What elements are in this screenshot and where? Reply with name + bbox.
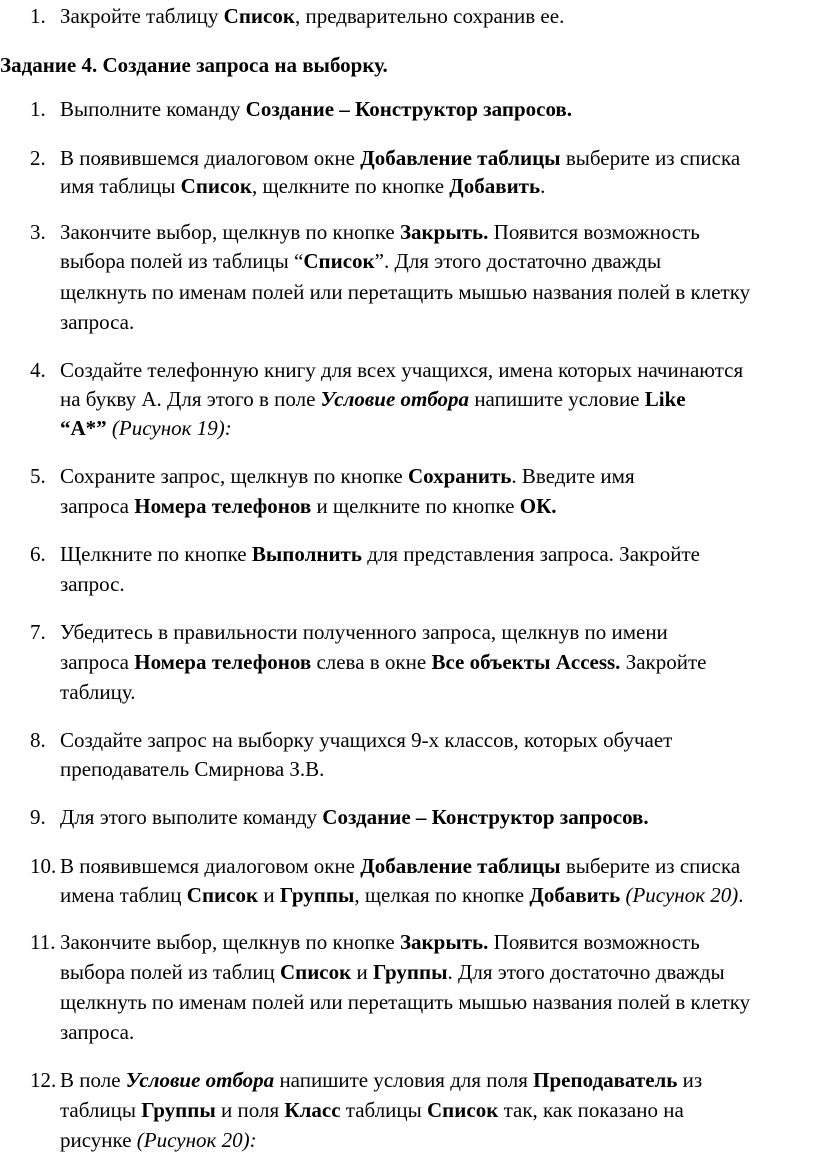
list-number: 2. (30, 146, 46, 170)
list-item-text: имена таблиц Список и Группы, щелкая по кнопке Добавить (Рисунок 20). (60, 883, 744, 907)
list-item-text: запроса. (60, 1020, 135, 1044)
list-item-text: запрос. (60, 572, 125, 596)
list-item-text: таблицу. (60, 680, 136, 704)
list-item-text: “А*” (Рисунок 19): (60, 416, 232, 440)
list-item-text: запроса Номера телефонов слева в окне Все объекты Access. Закройте (60, 650, 707, 674)
list-item-text: запроса. (60, 310, 135, 334)
list-item-text: Выполните команду Создание – Конструктор запросов. (60, 97, 573, 121)
list-item-text: имя таблицы Список, щелкните по кнопке Добавить. (60, 174, 546, 198)
list-item-text: щелкнуть по именам полей или перетащить мышью названия полей в клетку (60, 280, 751, 304)
list-number: 8. (30, 728, 46, 752)
list-item-text: преподаватель Смирнова З.В. (60, 757, 325, 781)
list-number: 9. (30, 805, 46, 829)
list-item-text: В поле Условие отбора напишите условия для поля Преподаватель из (60, 1068, 703, 1092)
section-heading: Задание 4. Создание запроса на выборку. (0, 53, 388, 77)
list-item-text: В появившемся диалоговом окне Добавление таблицы выберите из списка (60, 146, 741, 170)
list-number: 10. (30, 854, 57, 878)
list-item-text: запроса Номера телефонов и щелкните по кнопке ОК. (60, 494, 557, 518)
list-number: 7. (30, 620, 46, 644)
list-number: 11. (30, 930, 56, 954)
list-item-text: таблицы Группы и поля Класс таблицы Список так, как показано на (60, 1098, 684, 1122)
list-item-text: Щелкните по кнопке Выполнить для представления запроса. Закройте (60, 542, 700, 566)
list-item-text: щелкнуть по именам полей или перетащить мышью названия полей в клетку (60, 990, 751, 1014)
list-item-text: выбора полей из таблиц Список и Группы. Для этого достаточно дважды (60, 960, 725, 984)
list-number: 4. (30, 358, 46, 382)
list-item-text: Для этого выполите команду Создание – Конструктор запросов. (60, 805, 649, 829)
list-item-text: выбора полей из таблицы “Список”. Для этого достаточно дважды (60, 249, 662, 273)
list-item-text: Создайте телефонную книгу для всех учащихся, имена которых начинаются (60, 358, 744, 382)
list-number: 5. (30, 464, 46, 488)
list-number: 12. (30, 1068, 57, 1092)
list-item-text: на букву А. Для этого в поле Условие отбора напишите условие Like (60, 387, 686, 411)
list-item-text: Закончите выбор, щелкнув по кнопке Закрыть. Появится возможность (60, 220, 700, 244)
list-item-text: В появившемся диалоговом окне Добавление таблицы выберите из списка (60, 854, 741, 878)
list-item-text: Сохраните запрос, щелкнув по кнопке Сохранить. Введите имя (60, 464, 635, 488)
list-item-text: Закончите выбор, щелкнув по кнопке Закрыть. Появится возможность (60, 930, 700, 954)
list-item-text: Закройте таблицу Список, предварительно сохранив ее. (60, 4, 565, 28)
list-item-text: рисунке (Рисунок 20): (60, 1128, 257, 1152)
list-number: 1. (30, 4, 46, 28)
list-item-text: Создайте запрос на выборку учащихся 9-х классов, которых обучает (60, 728, 673, 752)
list-number: 1. (30, 97, 46, 121)
list-number: 6. (30, 542, 46, 566)
list-number: 3. (30, 220, 46, 244)
list-item-text: Убедитесь в правильности полученного запроса, щелкнув по имени (60, 620, 668, 644)
